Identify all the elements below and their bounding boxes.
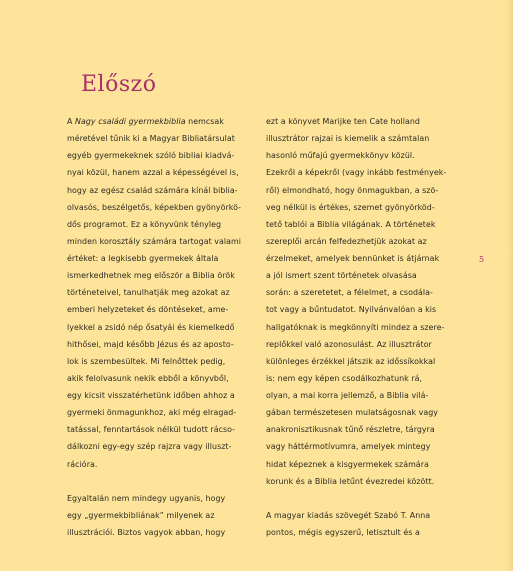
text-line: érzelmeket, amelyek bennünket is átjárnak (266, 254, 440, 263)
text-line: különleges érzékkel játszik az időssíkokkal (266, 356, 436, 366)
text-line: olvasós, beszélgetős, képekben gyönyörkö- (67, 202, 242, 212)
text-line: méretével tűnik ki a Magyar Bibliatársulat (67, 134, 235, 144)
text-line: A magyar kiadás szövegét Szabó T. Anna (266, 510, 431, 520)
text-line: szereplői arcán felfedezhetjük azokat az (266, 236, 427, 246)
text-line: illusztrációi. Biztos vagyok abban, hogy (67, 527, 226, 537)
text-line: illusztrátor rajzai is kiemelik a számtalan (266, 134, 430, 144)
text-line: ről) elmondható, hogy önmagukban, a szö- (266, 185, 439, 195)
text-line: hithősei, majd később Jézus és az aposto- (67, 339, 234, 349)
text-line: hidat képeznek a kisgyermekek számára (266, 459, 429, 469)
text-line: tető tablói a Biblia világának. A történetek (266, 219, 436, 229)
text-line: olyan, a mai korra jellemző, a Biblia vilá- (266, 391, 429, 400)
text-line: során: a szeretetet, a félelmet, a csodála- (266, 288, 433, 298)
left-paragraph-2 (67, 490, 257, 541)
text-line: vagy háttérmotívumra, amelyek mintegy (266, 442, 431, 452)
text-line: Egyaltalán nem mindegy ugyanis, hogy (67, 493, 226, 503)
page-number: 5 (479, 255, 485, 264)
text-line: történeteivel, tanulhatják meg azokat az (67, 288, 230, 298)
text-line: tot vagy a bűntudatot. Nyilvánvalóan a kis (266, 305, 437, 315)
text-line: anakronisztikusnak tűnő részletre, tárgyra (266, 425, 435, 435)
text-line: értéket: a legkisebb gyermekek általa (67, 254, 219, 263)
text-line: is: nem egy képen csodálkozhatunk rá, (266, 373, 423, 383)
right-text-column (266, 113, 456, 541)
intro-suffix: nemcsak (185, 117, 224, 126)
left-text-column (67, 113, 257, 541)
text-line: gyermeki önmagunkhoz, aki még elragad- (67, 408, 237, 418)
text-line: gában természetesen mulatságosnak vagy (266, 408, 439, 418)
text-line: lyekkel a zsidó nép ősatyái és kiemelkedő (67, 322, 235, 332)
right-paragraph-1 (266, 113, 456, 490)
text-line: Ezekről a képekről (vagy inkább festmények- (266, 168, 447, 178)
intro-line (67, 113, 257, 130)
text-line: rációra. (67, 459, 98, 469)
text-line: a jól ismert szent történetek olvasása (266, 271, 417, 281)
text-line: akik felolvasunk nekik ebből a könyvből, (67, 373, 229, 383)
intro-prefix: A (67, 117, 76, 126)
text-line: egyéb gyermekeknek szóló bibliai kiadvá- (67, 151, 235, 161)
text-line: hogy az egész család számára kínál biblia- (67, 185, 238, 195)
left-paragraph-1 (67, 130, 257, 473)
text-line: replőkkel való azonosulást. Az illusztrátor (266, 339, 432, 349)
page-title: Előszó (81, 72, 157, 97)
text-line: minden korosztály számára tartogat valami (67, 236, 242, 246)
right-paragraph-2 (266, 507, 456, 541)
book-title-emphasis: Nagy családi gyermekbiblia (75, 117, 186, 126)
text-line: tatással, fenntartások nélkül tudott rácso- (67, 425, 236, 435)
text-line: hasonló műfajú gyermekkönyv közül. (266, 151, 415, 161)
text-line: dálkozni egy-egy szép rajzra vagy illuszt- (67, 442, 232, 452)
text-line: veg nélkül is értékes, szemet gyönyörköd- (266, 202, 435, 212)
text-line: lok is szembesültek. Mi felnőttek pedig, (67, 356, 226, 366)
text-line: egy kicsit visszatérhetünk időben ahhoz a (67, 391, 235, 400)
text-line: nyai közül, hanem azzal a képességével is, (67, 168, 239, 178)
text-line: egy „gyermekbibliának” milyenek az (67, 510, 215, 520)
text-line: pontos, mégis egyszerű, letisztult és a (266, 527, 420, 537)
text-line: korunk és a Biblia letűnt évezredei között. (266, 476, 435, 486)
text-line: hallgatóknak is megkönnyíti mindez a szere- (266, 322, 445, 332)
text-line: ismerkedhetnek meg először a Biblia örök (67, 271, 235, 281)
page-edge-shadow (507, 0, 513, 571)
text-line: emberi helyzeteket és döntéseket, ame- (67, 305, 229, 315)
text-line: dős programot. Ez a könyvünk tényleg (67, 219, 222, 229)
text-line: ezt a könyvet Marijke ten Cate holland (266, 117, 420, 126)
